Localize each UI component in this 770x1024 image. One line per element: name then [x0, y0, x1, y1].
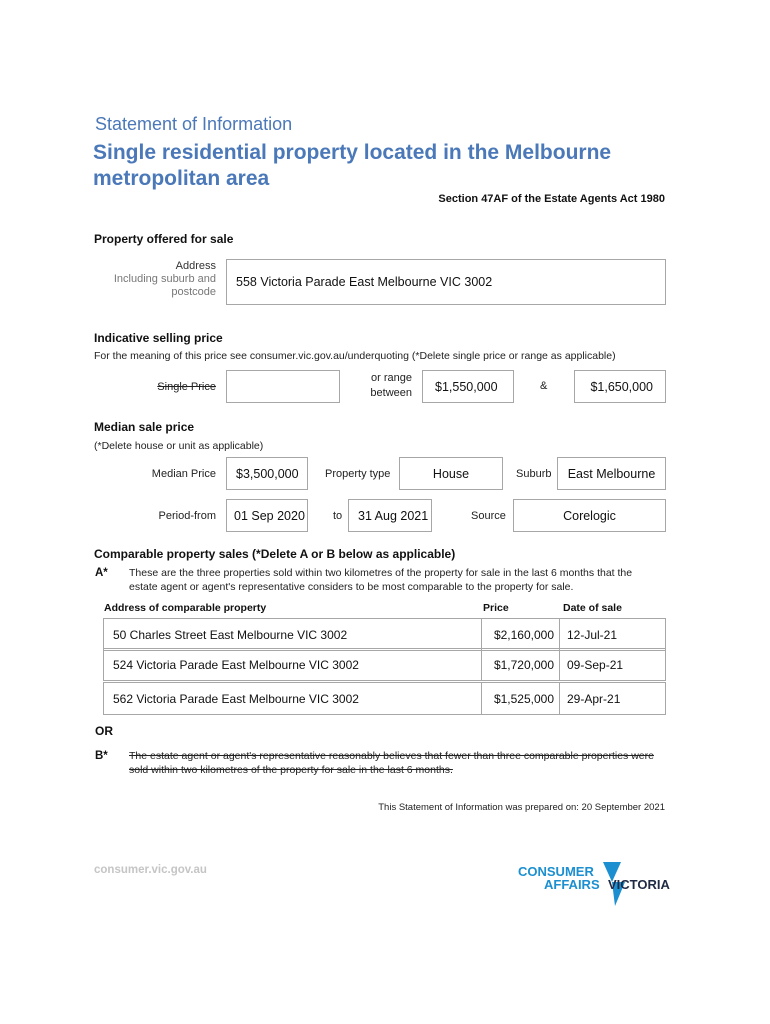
suburb-field[interactable]: East Melbourne [557, 457, 666, 490]
property-type-label: Property type [325, 468, 391, 480]
median-heading: Median sale price [94, 420, 195, 434]
comparable-address[interactable]: 562 Victoria Parade East Melbourne VIC 3002 [113, 691, 359, 706]
comparable-date[interactable]: 12-Jul-21 [559, 619, 667, 650]
logo-text-affairs: AFFAIRS [544, 877, 600, 892]
option-a-text: These are the three properties sold within two kilometres of the property for sale in the last 6 months that the estate agent or agent's representative considers to be most comparable to the property for sale. [129, 567, 633, 593]
option-a-marker: A* [95, 567, 108, 579]
address-label-postcode: postcode [171, 286, 216, 298]
indicative-heading: Indicative selling price [94, 331, 223, 345]
median-price-label: Median Price [151, 468, 216, 480]
comparable-address[interactable]: 50 Charles Street East Melbourne VIC 3002 [113, 627, 348, 642]
section-reference: Section 47AF of the Estate Agents Act 1980 [438, 193, 665, 205]
range-label: or range [371, 372, 412, 384]
table-row [103, 682, 666, 715]
range-high-field[interactable]: $1,650,000 [574, 370, 666, 403]
document-title: Single residential property located in the Melbourne metropolitan area [93, 141, 612, 190]
table-row [103, 618, 666, 651]
median-price-field[interactable]: $3,500,000 [226, 457, 308, 490]
address-label: Address [175, 260, 216, 272]
website-link[interactable]: consumer.vic.gov.au [94, 864, 207, 876]
prepared-date: This Statement of Information was prepared on: 20 September 2021 [378, 802, 665, 813]
col-price-header: Price [483, 602, 509, 614]
single-price-field[interactable] [226, 370, 340, 403]
logo-text-consumer: CONSUMER [518, 864, 594, 879]
comparable-price[interactable]: $1,525,000 [481, 683, 559, 714]
range-low-field[interactable]: $1,550,000 [422, 370, 514, 403]
period-to-field[interactable]: 31 Aug 2021 [348, 499, 432, 532]
median-note: (*Delete house or unit as applicable) [94, 440, 264, 452]
source-field[interactable]: Corelogic [513, 499, 666, 532]
col-address-header: Address of comparable property [104, 602, 267, 614]
property-type-field[interactable]: House [399, 457, 503, 490]
comparable-date[interactable]: 29-Apr-21 [559, 683, 667, 714]
col-date-header: Date of sale [563, 602, 622, 614]
period-to-label: to [333, 510, 343, 522]
comparable-address[interactable]: 524 Victoria Parade East Melbourne VIC 3002 [113, 657, 359, 672]
comparable-price[interactable]: $2,160,000 [481, 619, 559, 650]
or-label: OR [95, 724, 113, 738]
period-from-field[interactable]: 01 Sep 2020 [226, 499, 308, 532]
logo-text-victoria: VICTORIA [608, 877, 670, 892]
range-label-between: between [370, 387, 412, 399]
suburb-label: Suburb [516, 468, 552, 480]
address-field[interactable]: 558 Victoria Parade East Melbourne VIC 3002 [226, 259, 666, 305]
option-b-marker: B* [95, 750, 108, 762]
period-from-label: Period-from [158, 510, 216, 522]
address-label-suburb: Including suburb and [113, 273, 216, 285]
consumer-affairs-victoria-logo [515, 858, 675, 908]
comparable-price[interactable]: $1,720,000 [481, 649, 559, 680]
indicative-note: For the meaning of this price see consumer.vic.gov.au/underquoting (*Delete single price or range as applicable) [94, 350, 616, 362]
comparable-date[interactable]: 09-Sep-21 [559, 649, 667, 680]
option-b-text: The estate agent or agent's representative reasonably believes that fewer than three comparable properties were sold within two kilometres of the property for sale in the last 6 months. [129, 750, 654, 776]
source-label: Source [471, 510, 506, 522]
table-row [103, 648, 666, 681]
single-price-label: Single Price [157, 381, 216, 393]
comparable-heading: Comparable property sales (*Delete A or B below as applicable) [94, 547, 456, 561]
range-ampersand: & [540, 380, 548, 392]
document-subtitle: Statement of Information [95, 114, 293, 134]
property-heading: Property offered for sale [94, 232, 234, 246]
